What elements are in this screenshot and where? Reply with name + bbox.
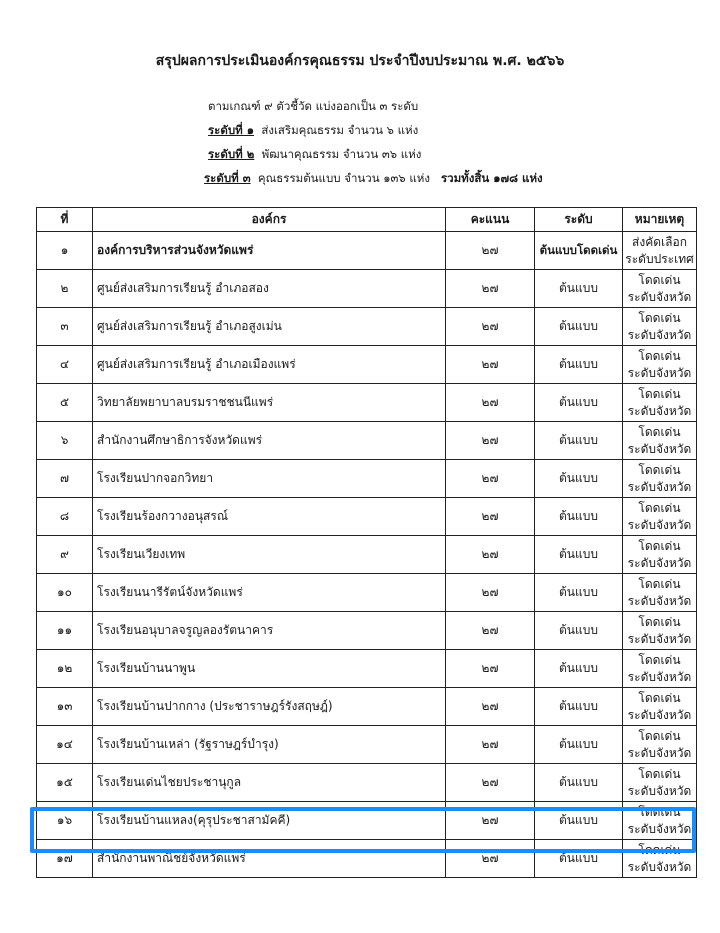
row-remark-line2: ระดับจังหวัด xyxy=(627,327,692,342)
row-remark-line2: ระดับจังหวัด xyxy=(627,479,692,494)
row-no: ๒ xyxy=(37,270,93,308)
row-org: สำนักงานศึกษาธิการจังหวัดแพร่ xyxy=(93,422,446,460)
table-row xyxy=(37,346,697,384)
row-remark-line1: โดดเด่น xyxy=(638,387,681,402)
row-remark-line1: โดดเด่น xyxy=(638,805,681,820)
row-remark-line2: ระดับจังหวัด xyxy=(627,555,692,570)
table-row xyxy=(37,650,697,688)
table-row xyxy=(37,688,697,726)
row-org: องค์การบริหารส่วนจังหวัดแพร่ xyxy=(93,232,446,270)
criteria-level-1-label: ระดับที่ ๑ xyxy=(208,123,255,137)
row-remark-line2: ระดับจังหวัด xyxy=(627,745,692,760)
row-score: ๒๗ xyxy=(446,384,535,422)
criteria-level-3 xyxy=(204,170,543,188)
row-remark xyxy=(623,650,697,688)
row-score: ๒๗ xyxy=(446,498,535,536)
row-score: ๒๗ xyxy=(446,574,535,612)
row-level: ต้นแบบ xyxy=(535,270,623,308)
row-remark-line2: ระดับจังหวัด xyxy=(627,821,692,836)
header-no: ที่ xyxy=(37,208,93,232)
row-remark-line1: โดดเด่น xyxy=(638,425,681,440)
row-score: ๒๗ xyxy=(446,726,535,764)
row-org: โรงเรียนอนุบาลจรูญลองรัตนาคาร xyxy=(93,612,446,650)
row-remark-line1: ส่งคัดเลือก xyxy=(632,235,687,250)
header-level: ระดับ xyxy=(535,208,623,232)
row-score: ๒๗ xyxy=(446,612,535,650)
row-remark xyxy=(623,726,697,764)
row-org: โรงเรียนเวียงเทพ xyxy=(93,536,446,574)
page-title: สรุปผลการประเมินองค์กรคุณธรรม ประจำปีงบประมาณ พ.ศ. ๒๕๖๖ xyxy=(155,53,565,69)
row-level: ต้นแบบ xyxy=(535,612,623,650)
row-remark-line2: ระดับจังหวัด xyxy=(627,517,692,532)
row-remark-line2: ระดับจังหวัด xyxy=(627,441,692,456)
row-level: ต้นแบบ xyxy=(535,802,623,840)
row-no: ๑๕ xyxy=(37,764,93,802)
row-org: โรงเรียนบ้านแหลง(คุรุประชาสามัคคี) xyxy=(93,802,446,840)
row-org: ศูนย์ส่งเสริมการเรียนรู้ อำเภอสอง xyxy=(93,270,446,308)
row-level: ต้นแบบ xyxy=(535,764,623,802)
row-score: ๒๗ xyxy=(446,422,535,460)
row-remark-line1: โดดเด่น xyxy=(638,273,681,288)
row-remark xyxy=(623,764,697,802)
row-score: ๒๗ xyxy=(446,688,535,726)
row-no: ๖ xyxy=(37,422,93,460)
row-remark-line2: ระดับจังหวัด xyxy=(627,707,692,722)
row-score: ๒๗ xyxy=(446,308,535,346)
row-no: ๔ xyxy=(37,346,93,384)
row-score: ๒๗ xyxy=(446,460,535,498)
row-level: ต้นแบบ xyxy=(535,460,623,498)
row-level: ต้นแบบ xyxy=(535,308,623,346)
row-remark-line2: ระดับจังหวัด xyxy=(627,669,692,684)
row-score: ๒๗ xyxy=(446,840,535,878)
row-no: ๑๓ xyxy=(37,688,93,726)
row-org: สำนักงานพาณิชย์จังหวัดแพร่ xyxy=(93,840,446,878)
row-score: ๒๗ xyxy=(446,536,535,574)
row-remark xyxy=(623,346,697,384)
row-remark-line2: ระดับจังหวัด xyxy=(627,593,692,608)
row-no: ๑๗ xyxy=(37,840,93,878)
table-row xyxy=(37,460,697,498)
row-remark-line1: โดดเด่น xyxy=(638,577,681,592)
row-level: ต้นแบบ xyxy=(535,422,623,460)
criteria-level-3-label: ระดับที่ ๓ xyxy=(204,171,251,185)
table-row xyxy=(37,384,697,422)
table-row xyxy=(37,764,697,802)
criteria-intro: ตามเกณฑ์ ๙ ตัวชี้วัด แบ่งออกเป็น ๓ ระดับ xyxy=(208,99,419,113)
header-score: คะแนน xyxy=(446,208,535,232)
row-no: ๑๔ xyxy=(37,726,93,764)
row-remark xyxy=(623,536,697,574)
table-row xyxy=(37,498,697,536)
criteria-level-1-text: ส่งเสริมคุณธรรม จำนวน ๖ แห่ง xyxy=(261,123,419,137)
row-remark-line2: ระดับจังหวัด xyxy=(627,859,692,874)
row-remark xyxy=(623,498,697,536)
table-row xyxy=(37,270,697,308)
row-org: โรงเรียนบ้านเหล่า (รัฐราษฎร์บำรุง) xyxy=(93,726,446,764)
row-remark xyxy=(623,384,697,422)
row-remark xyxy=(623,688,697,726)
row-level: ต้นแบบ xyxy=(535,726,623,764)
row-no: ๑๖ xyxy=(37,802,93,840)
table-row xyxy=(37,574,697,612)
row-org: โรงเรียนเด่นไชยประชานุกูล xyxy=(93,764,446,802)
row-no: ๓ xyxy=(37,308,93,346)
row-remark-line1: โดดเด่น xyxy=(638,615,681,630)
table-row xyxy=(37,232,697,270)
row-remark xyxy=(623,460,697,498)
row-remark xyxy=(623,612,697,650)
row-remark-line1: โดดเด่น xyxy=(638,843,681,858)
row-score: ๒๗ xyxy=(446,650,535,688)
row-remark-line1: โดดเด่น xyxy=(638,539,681,554)
table-header-row xyxy=(37,208,697,232)
criteria-total: รวมทั้งสิ้น ๑๗๘ แห่ง xyxy=(440,171,543,185)
row-remark-line1: โดดเด่น xyxy=(638,501,681,516)
row-remark xyxy=(623,422,697,460)
row-remark-line1: โดดเด่น xyxy=(638,767,681,782)
header-remark: หมายเหตุ xyxy=(623,208,697,232)
row-remark-line2: ระดับจังหวัด xyxy=(627,365,692,380)
row-remark-line1: โดดเด่น xyxy=(638,729,681,744)
row-remark-line2: ระดับจังหวัด xyxy=(627,783,692,798)
row-level: ต้นแบบ xyxy=(535,384,623,422)
row-level: ต้นแบบ xyxy=(535,574,623,612)
row-org: โรงเรียนปากจอกวิทยา xyxy=(93,460,446,498)
row-score: ๒๗ xyxy=(446,802,535,840)
row-org: โรงเรียนบ้านนาพูน xyxy=(93,650,446,688)
row-no: ๘ xyxy=(37,498,93,536)
row-no: ๗ xyxy=(37,460,93,498)
criteria-level-2-label: ระดับที่ ๒ xyxy=(208,147,255,161)
table-row xyxy=(37,726,697,764)
row-org: วิทยาลัยพยาบาลบรมราชชนนีแพร่ xyxy=(93,384,446,422)
row-level: ต้นแบบ xyxy=(535,346,623,384)
row-remark-line1: โดดเด่น xyxy=(638,653,681,668)
row-remark-line1: โดดเด่น xyxy=(638,463,681,478)
row-no: ๑๑ xyxy=(37,612,93,650)
row-org: โรงเรียนร้องกวางอนุสรณ์ xyxy=(93,498,446,536)
row-score: ๒๗ xyxy=(446,232,535,270)
row-remark xyxy=(623,232,697,270)
row-score: ๒๗ xyxy=(446,764,535,802)
row-remark xyxy=(623,308,697,346)
row-remark-line1: โดดเด่น xyxy=(638,311,681,326)
table-row xyxy=(37,308,697,346)
criteria-level-2-text: พัฒนาคุณธรรม จำนวน ๓๖ แห่ง xyxy=(261,147,422,161)
table-row xyxy=(37,612,697,650)
row-remark-line2: ระดับประเทศ xyxy=(625,251,694,266)
results-table xyxy=(36,207,697,878)
row-no: ๑๐ xyxy=(37,574,93,612)
row-no: ๕ xyxy=(37,384,93,422)
criteria-level-1 xyxy=(208,122,418,140)
criteria-level-3-text: คุณธรรมต้นแบบ จำนวน ๑๓๖ แห่ง xyxy=(257,171,430,185)
row-remark-line1: โดดเด่น xyxy=(638,691,681,706)
row-remark-line2: ระดับจังหวัด xyxy=(627,289,692,304)
selection-highlight-box xyxy=(30,807,696,853)
row-remark-line1: โดดเด่น xyxy=(638,349,681,364)
row-org: โรงเรียนนารีรัตน์จังหวัดแพร่ xyxy=(93,574,446,612)
row-level: ต้นแบบ xyxy=(535,688,623,726)
row-level: ต้นแบบ xyxy=(535,536,623,574)
table-row xyxy=(37,536,697,574)
row-level: ต้นแบบ xyxy=(535,498,623,536)
row-org: ศูนย์ส่งเสริมการเรียนรู้ อำเภอเมืองแพร่ xyxy=(93,346,446,384)
row-level: ต้นแบบ xyxy=(535,650,623,688)
row-level: ต้นแบบ xyxy=(535,840,623,878)
row-no: ๑ xyxy=(37,232,93,270)
row-remark xyxy=(623,574,697,612)
table-row xyxy=(37,422,697,460)
row-remark-line2: ระดับจังหวัด xyxy=(627,403,692,418)
row-score: ๒๗ xyxy=(446,270,535,308)
row-no: ๙ xyxy=(37,536,93,574)
row-remark-line2: ระดับจังหวัด xyxy=(627,631,692,646)
header-org: องค์กร xyxy=(93,208,446,232)
row-level: ต้นแบบโดดเด่น xyxy=(535,232,623,270)
row-score: ๒๗ xyxy=(446,346,535,384)
criteria-level-2 xyxy=(208,146,421,164)
row-no: ๑๒ xyxy=(37,650,93,688)
row-org: โรงเรียนบ้านปากกาง (ประชาราษฎร์รังสฤษฎ์) xyxy=(93,688,446,726)
row-org: ศูนย์ส่งเสริมการเรียนรู้ อำเภอสูงเม่น xyxy=(93,308,446,346)
row-remark xyxy=(623,270,697,308)
